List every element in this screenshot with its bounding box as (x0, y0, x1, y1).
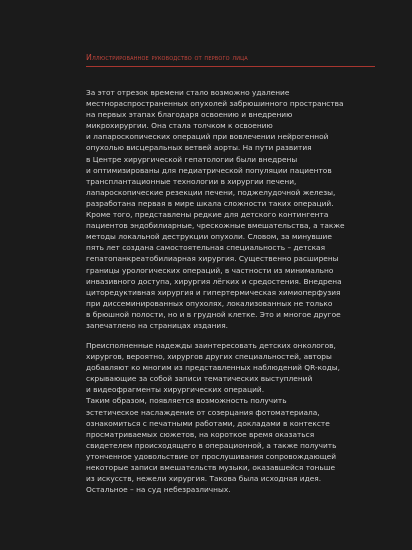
text-line: эстетическое наслаждение от созерцания фотоматериала, (86, 407, 320, 417)
body-paragraph-2 (86, 340, 376, 495)
header-rule (86, 66, 375, 67)
text-line: микрохирургии. Она стала толчком к освоению (86, 121, 273, 131)
text-line: пациентов эндобилиарные, чрескожные вмешательства, а также (86, 221, 345, 231)
text-line: на первых этапах благодаря освоению и внедрению (86, 110, 293, 120)
text-line: Преисполненные надежды заинтересовать детских онкологов, (86, 341, 336, 350)
text-line: утонченное удовольствие от прослушивания сопровождающей (86, 451, 337, 461)
text-line: опухолью висцеральных ветвей аорты. На пути развития (86, 143, 312, 153)
body-paragraph-1 (86, 87, 376, 331)
text-line: просматриваемых сюжетов, на короткое время оказаться (86, 429, 315, 439)
text-line: и лапароскопических операций при вовлечении нейрогенной (86, 132, 329, 142)
text-line: скрывающие за собой записи тематических выступлений (86, 374, 313, 384)
text-line: циторедуктивная хирургия и гипертермическая химиоперфузия (86, 287, 341, 297)
text-line: в Центре хирургической гепатологии были внедрены (86, 154, 298, 164)
text-line: Кроме того, представлены редкие для детского контингента (86, 210, 329, 220)
text-line: методы локальной деструкции опухоли. Словом, за минувшие (86, 232, 332, 242)
text-line: лапароскопические резекции печени, поджелудочной железы, (86, 187, 336, 197)
text-line: разработана первая в мире шкала сложности таких операций. (86, 198, 334, 208)
text-line: Остальное – на суд небезразличных. (86, 485, 231, 495)
text-line: пять лет создана самостоятельная специальность – детская (86, 243, 326, 253)
text-line: свидетелем происходящего в операционной, а также получить (86, 440, 337, 450)
text-line: гепатопанкреатобилиарная хирургия. Существенно расширены (86, 254, 339, 264)
text-line: запечатлено на страницах издания. (86, 320, 229, 330)
text-line: и оптимизированы для педиатрической популяции пациентов (86, 165, 332, 175)
text-line: в брюшной полости, но и в грудной клетке. Это и многое другое (86, 309, 341, 319)
text-line: За этот отрезок времени стало возможно удаление (86, 88, 290, 97)
text-line: добавляют ко многим из представленных наблюдений QR-коды, (86, 363, 340, 373)
text-line: при диссеминированных опухолях, локализованных не только (86, 298, 333, 308)
text-line: некоторые записи вмешательств музыки, оказавшейся тоньше (86, 463, 336, 473)
text-line: из искусств, нежели хирургия. Такова была исходная идея. (86, 474, 322, 484)
text-line: хирургов, вероятно, хирургов других специальностей, авторы (86, 352, 332, 362)
text-line: границы урологических операций, в частности из минимально (86, 265, 334, 275)
text-line: инвазивного доступа, хирургия лёгких и средостения. Внедрена (86, 276, 342, 286)
text-line: местнораспространенных опухолей забрюшинного пространства (86, 99, 344, 109)
text-line: ознакомиться с печатными работами, докладами в контексте (86, 418, 330, 428)
text-line: трансплантационные технологии в хирургии печени, (86, 176, 297, 186)
text-line: и видеофрагменты хирургических операций. (86, 385, 265, 395)
text-line: Таким образом, появляется возможность получить (86, 396, 287, 406)
running-header: Иллюстрированное руководство от первого лица (86, 53, 248, 62)
